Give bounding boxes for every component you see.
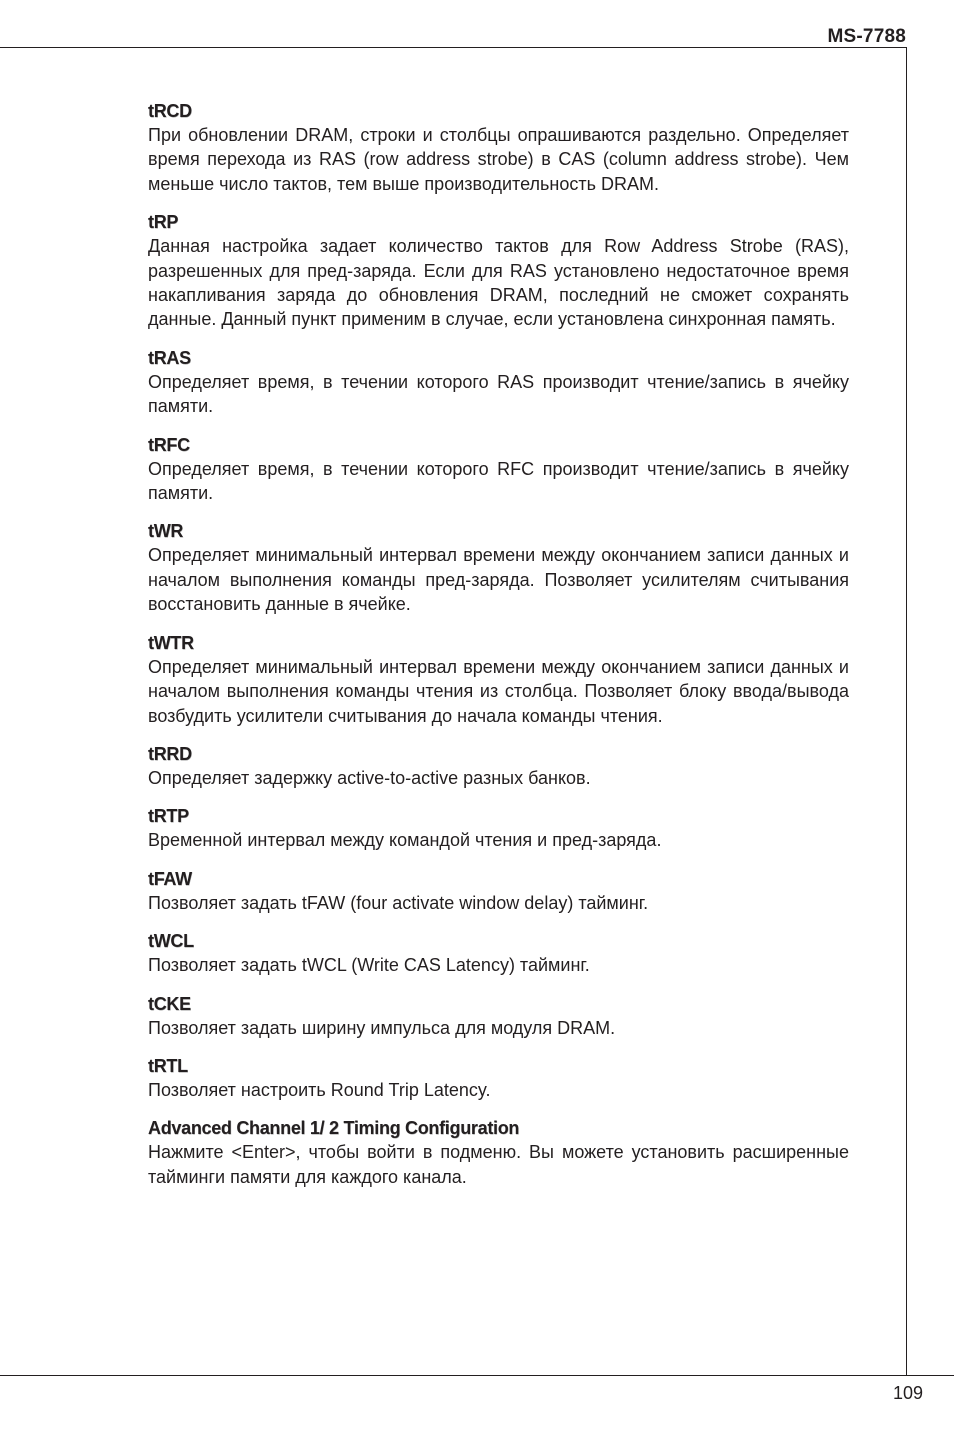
section-twtr (148, 631, 849, 728)
section-trtp (148, 804, 849, 852)
section-body: Определяет минимальный интервал времени между окончанием записи данных и началом выполнения команды чтения из столбца. Позволяет блоку ввода/вывода возбудить усилители считывания до начала команды чтения. (148, 656, 849, 726)
section-tcke (148, 992, 849, 1040)
section-trfc (148, 433, 849, 506)
section-body: Определяет задержку active-to-active разных банков. (148, 767, 591, 788)
section-body: Временной интервал между командой чтения и пред-заряда. (148, 830, 662, 851)
section-title: tRCD (148, 101, 192, 121)
section-title: tFAW (148, 868, 192, 889)
section-title: tRAS (148, 347, 191, 368)
section-body: Позволяет задать tWCL (Write CAS Latency) тайминг. (148, 955, 590, 976)
footer-rule (0, 1375, 954, 1376)
section-title: tRP (148, 212, 179, 233)
section-body: Позволяет задать tFAW (four activate window delay) тайминг. (148, 892, 649, 913)
section-tras (148, 346, 849, 419)
section-title: tWR (148, 521, 184, 542)
section-title: tWCL (148, 931, 194, 952)
section-title: tCKE (148, 993, 191, 1014)
section-title: tRFC (148, 434, 190, 455)
section-body: Позволяет настроить Round Trip Latency. (148, 1079, 491, 1100)
section-body: Нажмите <Enter>, чтобы войти в подменю. Вы можете установить расширенные тайминги памяти для каждого канала. (148, 1142, 849, 1187)
section-body: Определяет время, в течении которого RAS производит чтение/запись в ячейку памяти. (148, 371, 849, 417)
side-rule (906, 47, 907, 1375)
section-advanced-channel-timing (148, 1116, 849, 1189)
section-title: Advanced Channel 1/ 2 Timing Configuration (148, 1118, 520, 1139)
section-title: tRTL (148, 1055, 188, 1076)
section-trp (148, 210, 849, 332)
section-body: Определяет время, в течении которого RFC производит чтение/запись в ячейку памяти. (148, 458, 849, 504)
section-title: tRRD (148, 743, 192, 764)
section-body: Данная настройка задает количество тактов для Row Address Strobe (RAS), разрешенных для пред-заряда. Если для RAS установлено недостаточное время накапливания заряда до обновления DRAM, последний не сможет сохранять данные. Данный пункт применим в случае, если установлена синхронная память. (148, 236, 849, 330)
section-title: tWTR (148, 632, 194, 653)
section-trcd (148, 99, 849, 196)
model-label: MS-7788 (827, 26, 906, 47)
section-body: При обновлении DRAM, строки и столбцы опрашиваются раздельно. Определяет время перехода из RAS (row address strobe) в CAS (column address strobe). Чем меньше число тактов, тем выше производительность DRAM. (148, 125, 849, 194)
section-twr (148, 519, 849, 616)
section-twcl (148, 929, 849, 977)
section-body: Определяет минимальный интервал времени между окончанием записи данных и началом выполнения команды пред-заряда. Позволяет усилителям считывания восстановить данные в ячейке. (148, 545, 849, 615)
section-trtl (148, 1054, 849, 1102)
page-content (148, 99, 849, 1203)
section-trrd (148, 742, 849, 790)
section-body: Позволяет задать ширину импульса для модуля DRAM. (148, 1017, 616, 1038)
header-rule (0, 47, 907, 48)
section-tfaw (148, 867, 849, 915)
page-number: 109 (892, 1383, 923, 1403)
section-title: tRTP (148, 806, 189, 827)
